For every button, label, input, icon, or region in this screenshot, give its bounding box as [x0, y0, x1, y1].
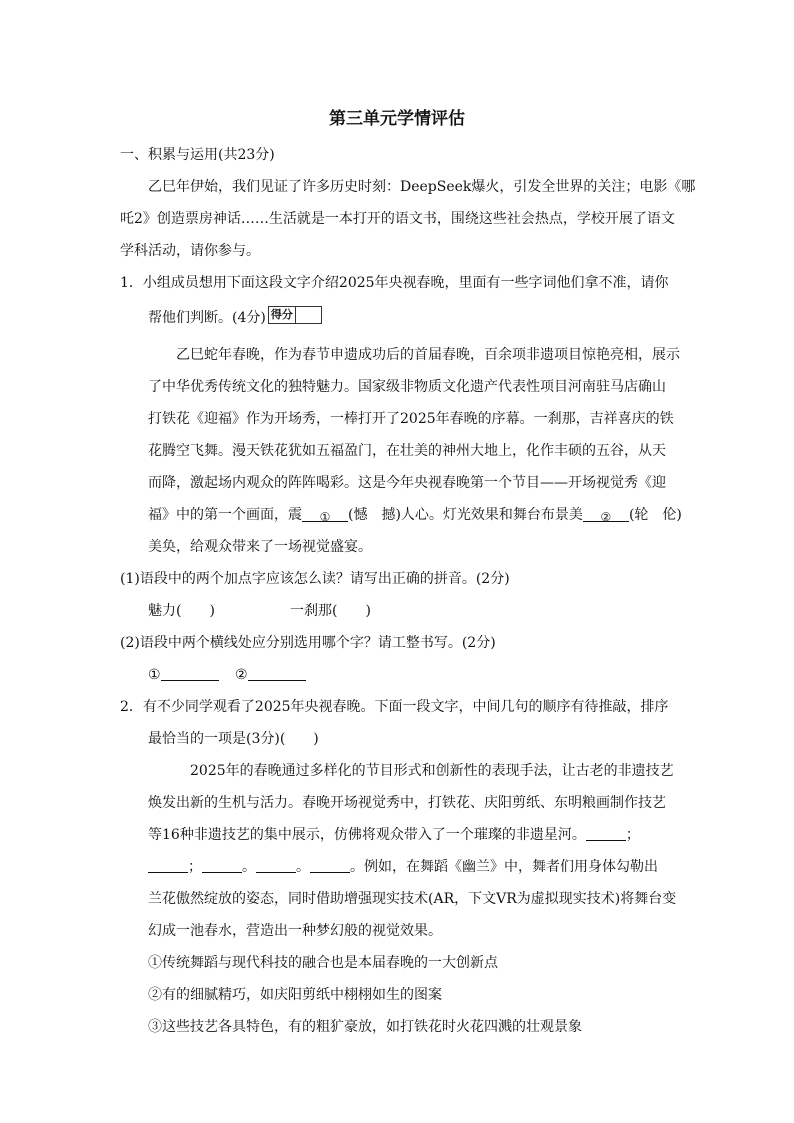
passage-line: 福》中的第一个画面，震 ① (憾 撼)人心。灯光效果和舞台布景美 ② (轮 伦) — [148, 507, 682, 524]
order-blank[interactable] — [256, 858, 296, 873]
answer-blank-2[interactable] — [248, 666, 306, 681]
passage-line: 焕发出新的生机与活力。春晚开场视觉秀中，打铁花、庆阳剪纸、东明粮画制作技艺 — [148, 795, 666, 811]
passage-line: 等16种非遗技艺的集中展示，仿佛将观众带入了一个璀璨的非遗星河。 ； — [148, 827, 640, 843]
passage-line: 2025年的春晚通过多样化的节目形式和创新性的表现手法，让古老的非遗技艺 — [190, 763, 674, 779]
answer-pinyin-1[interactable]: 魅力( ) — [148, 603, 215, 619]
option-item: ①传统舞蹈与现代科技的融合也是本届春晚的一大创新点 — [148, 955, 498, 971]
intro-line: 乙巳年伊始，我们见证了许多历史时刻：DeepSeek爆火，引发全世界的关注；电影《哪 — [148, 179, 696, 195]
score-label: 得分 — [269, 307, 296, 323]
order-blank[interactable] — [310, 858, 350, 873]
passage-line: 了中华优秀传统文化的独特魅力。国家级非物质文化遗产代表性项目河南驻马店确山 — [148, 379, 666, 395]
passage-line: 美奂，给观众带来了一场视觉盛宴。 — [148, 539, 372, 555]
sub-question-1: (1)语段中的两个加点字应该怎么读？请写出正确的拼音。(2分) — [120, 571, 510, 587]
question-2-text: 2．有不少同学观看了2025年央视春晚。下面一段文字，中间几句的顺序有待推敲，排序 — [120, 699, 669, 715]
answer-pinyin-2[interactable]: 一刹那( ) — [290, 603, 371, 619]
blank-1[interactable]: ① — [302, 507, 348, 522]
passage-line: 幻成一池春水，营造出一种梦幻般的视觉效果。 — [148, 923, 442, 939]
passage-line: 兰花傲然绽放的姿态，同时借助增强现实技术(AR，下文VR为虚拟现实技术)将舞台变 — [148, 891, 677, 907]
answer-row: ① ② — [148, 665, 306, 685]
order-blank[interactable] — [148, 858, 188, 873]
order-blank[interactable] — [202, 858, 242, 873]
sub-question-2: (2)语段中两个横线处应分别选用哪个字？请工整书写。(2分) — [120, 635, 496, 651]
passage-line: ； 。 。 。例如，在舞蹈《幽兰》中，舞者们用身体勾勒出 — [148, 857, 658, 877]
passage-line: 花腾空飞舞。漫天铁花犹如五福盈门，在壮美的神州大地上，化作丰硕的五谷，从天 — [148, 443, 666, 459]
page-title: 第三单元学情评估 — [329, 109, 465, 129]
order-blank[interactable] — [586, 826, 626, 841]
blank-2[interactable]: ② — [583, 507, 629, 522]
passage-line: 乙巳蛇年春晚，作为春节申遗成功后的首届春晚，百余项非遗项目惊艳亮相，展示 — [176, 347, 680, 363]
option-item: ②有的细腻精巧，如庆阳剪纸中栩栩如生的图案 — [148, 987, 442, 1003]
passage-line: 打铁花《迎福》作为开场秀，一棒打开了2025年春晚的序幕。一刹那，吉祥喜庆的铁 — [148, 411, 674, 427]
option-item: ③这些技艺各具特色，有的粗犷豪放，如打铁花时火花四溅的壮观景象 — [148, 1019, 582, 1035]
score-box[interactable] — [268, 306, 322, 324]
intro-line: 吒2》创造票房神话……生活就是一本打开的语文书，围绕这些社会热点，学校开展了语文 — [120, 211, 675, 227]
passage-line: 而降，激起场内观众的阵阵喝彩。这是今年央视春晚第一个节目——开场视觉秀《迎 — [148, 475, 666, 491]
intro-line: 学科活动，请你参与。 — [120, 243, 260, 259]
question-1-text: 帮他们判断。(4分) 得分 — [148, 306, 322, 328]
question-2-text: 最恰当的一项是(3分)( ) — [148, 731, 319, 747]
answer-blank-1[interactable] — [161, 666, 219, 681]
question-1-text: 1．小组成员想用下面这段文字介绍2025年央视春晚，里面有一些字词他们拿不准，请你 — [120, 275, 669, 291]
section-heading: 一、积累与运用(共23分) — [120, 147, 275, 163]
